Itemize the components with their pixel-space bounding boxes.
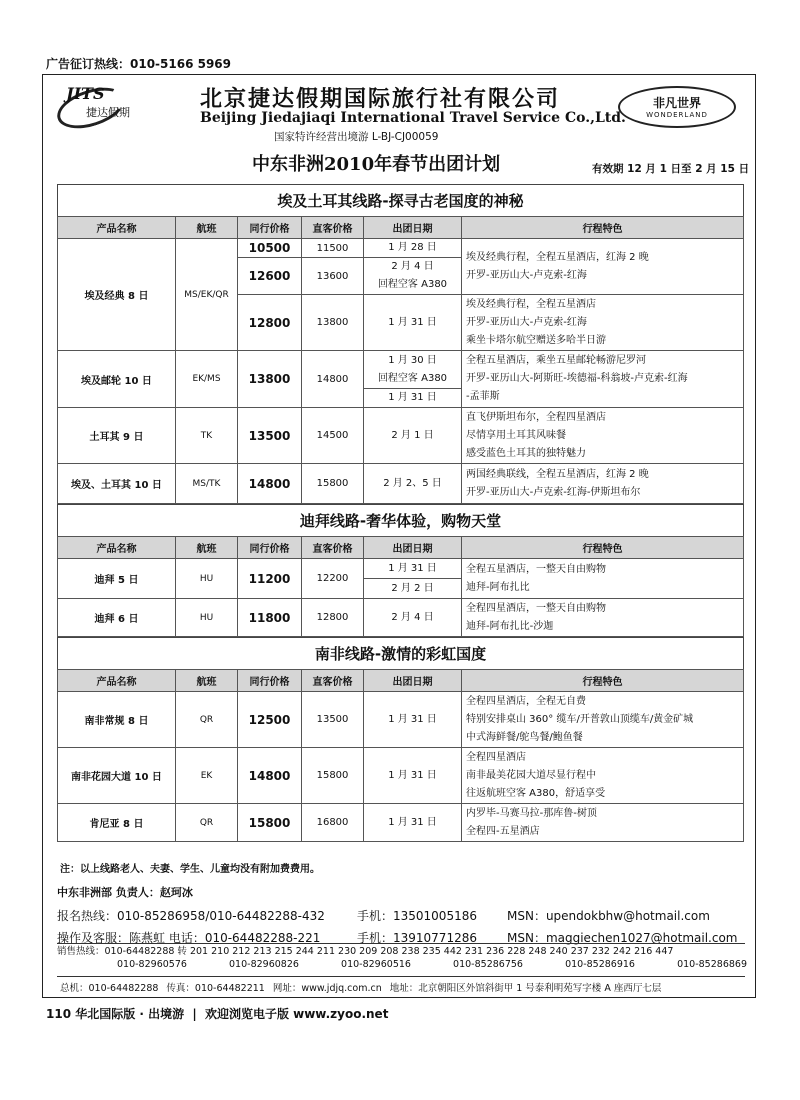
date-line: 2 月 4 日 [391, 261, 434, 272]
airline: HU [176, 559, 238, 599]
feature-line: 尽情享用土耳其风味餐 [466, 429, 566, 441]
direct-price: 14800 [302, 351, 364, 408]
peer-price: 12800 [238, 295, 302, 351]
website: 网址：www.jdjq.com.cn [272, 983, 382, 994]
date-line: 1 月 31 日 [388, 562, 437, 574]
feature-line: 全程四星酒店，一整天自由购物 [466, 602, 606, 614]
jits-logo [56, 84, 196, 134]
contact-row [57, 904, 747, 926]
mobile-1: 手机：13501005186 [357, 908, 477, 923]
logo-wonderland-en: WONDERLAND [646, 111, 708, 119]
direct-price: 12800 [302, 599, 364, 637]
table-row [58, 351, 744, 389]
signup-hotline: 报名热线：010-85286958/010-64482288-432 [57, 908, 325, 923]
departure-date [364, 559, 462, 579]
date-line: 1 月 28 日 [388, 242, 437, 253]
date-line: 2 月 4 日 [391, 611, 434, 623]
feature-line: 直飞伊斯坦布尔，全程四星酒店 [466, 411, 606, 423]
date-line: 1 月 31 日 [388, 816, 437, 828]
feature-line: 迪拜-阿布扎比-沙迦 [466, 620, 554, 632]
product-name: 埃及经典 8 日 [58, 239, 176, 351]
footer-separator: | [192, 1007, 197, 1021]
table-egypt-turkey [57, 216, 744, 504]
sales-number: 010-82960576 [117, 959, 187, 970]
msn-1: MSN：upendokbhw@hotmail.com [507, 908, 710, 923]
feature-line: 埃及经典行程，全程五星酒店，红海 2 晚 [466, 251, 649, 263]
section-title-south-africa: 南非线路-激情的彩虹国度 [57, 637, 744, 669]
product-name: 南非花园大道 10 日 [58, 748, 176, 804]
departure-date [364, 351, 462, 389]
date-line: 回程空客 A380 [377, 372, 448, 384]
feature-line: 全程五星酒店，一整天自由购物 [466, 563, 606, 575]
peer-price: 13800 [238, 351, 302, 408]
airline: QR [176, 692, 238, 748]
features [462, 804, 744, 842]
direct-price: 13600 [302, 258, 364, 295]
features [462, 599, 744, 637]
date-line: 1 月 30 日 [388, 354, 437, 366]
col-header-features: 行程特色 [462, 537, 744, 559]
table-row [58, 599, 744, 637]
feature-line: 迪拜-阿布扎比 [466, 581, 530, 593]
col-header-airline: 航班 [176, 217, 238, 239]
features [462, 295, 744, 351]
product-name: 埃及、土耳其 10 日 [58, 464, 176, 504]
table-row [58, 408, 744, 464]
fax: 传真：010-64482211 [166, 983, 265, 994]
license-number: 国家特许经营出境游 L-BJ-CJ00059 [274, 131, 439, 143]
direct-price: 15800 [302, 748, 364, 804]
sales-number: 010-82960826 [229, 959, 299, 970]
department-head: 中东非洲部 负责人：赵珂冰 [57, 886, 193, 899]
operations-contact: 操作及客服：陈燕虹 电话：010-64482288-221 [57, 930, 321, 945]
col-header-name: 产品名称 [58, 537, 176, 559]
feature-line: 全程四星酒店 [466, 751, 526, 763]
departure-date [364, 464, 462, 504]
page-number: 110 [46, 1007, 72, 1021]
airline: EK [176, 748, 238, 804]
airline: MS/EK/QR [176, 239, 238, 351]
col-header-peer-price: 同行价格 [238, 217, 302, 239]
features [462, 239, 744, 295]
col-header-peer-price: 同行价格 [238, 670, 302, 692]
table-south-africa [57, 669, 744, 842]
table-header-row [58, 537, 744, 559]
departure-date [364, 239, 462, 258]
product-name: 肯尼亚 8 日 [58, 804, 176, 842]
date-line: 1 月 31 日 [388, 713, 437, 725]
table-row [58, 239, 744, 258]
company-contact-line [60, 980, 661, 994]
table-row [58, 748, 744, 804]
airline: QR [176, 804, 238, 842]
departure-date [364, 599, 462, 637]
peer-price: 14800 [238, 464, 302, 504]
validity-period: 有效期 12 月 1 日至 2 月 15 日 [592, 163, 750, 175]
features [462, 559, 744, 599]
company-name-cn: 北京捷达假期国际旅行社有限公司 [200, 86, 561, 112]
date-line: 2 月 2、5 日 [383, 477, 442, 489]
section-title-egypt-turkey: 埃及土耳其线路-探寻古老国度的神秘 [57, 184, 744, 216]
feature-line: 开罗-亚历山大-卢克索-红海 [466, 269, 587, 281]
departure-date [364, 748, 462, 804]
date-line: 1 月 31 日 [388, 316, 437, 328]
departure-date [364, 389, 462, 408]
col-header-direct-price: 直客价格 [302, 217, 364, 239]
logo-wonderland-cn: 非凡世界 [652, 96, 701, 110]
table-header-row [58, 670, 744, 692]
company-name-en: Beijing Jiedajiaqi International Travel Service Co.,Ltd. [200, 110, 626, 126]
publication-name: 华北国际版 · 出境游 [75, 1007, 185, 1021]
feature-line: 南非最美花园大道尽显行程中 [466, 769, 596, 781]
peer-price: 12500 [238, 692, 302, 748]
logo-jits-text: JITS [66, 84, 105, 103]
page-title: 中东非洲2010年春节出团计划 [252, 154, 501, 175]
feature-line: 两国经典联线，全程五星酒店，红海 2 晚 [466, 468, 649, 480]
footer-slogan: 欢迎浏览电子版 www.zyoo.net [204, 1007, 389, 1021]
itinerary-tables [57, 184, 744, 842]
table-row [58, 804, 744, 842]
sales-numbers [57, 958, 747, 971]
peer-price: 12600 [238, 258, 302, 295]
departure-date [364, 804, 462, 842]
peer-price: 10500 [238, 239, 302, 258]
footnote: 注：以上线路老人、夫妻、学生、儿童均没有附加费费用。 [60, 864, 320, 875]
feature-line: -孟菲斯 [466, 391, 500, 402]
feature-line: 开罗-亚历山大-阿斯旺-埃德福-科翁坡-卢克索-红海 [466, 373, 688, 384]
product-name: 南非常规 8 日 [58, 692, 176, 748]
features [462, 408, 744, 464]
direct-price: 12200 [302, 559, 364, 599]
contact-block [57, 884, 747, 948]
sales-number: 010-85286756 [453, 959, 523, 970]
direct-price: 13800 [302, 295, 364, 351]
sales-hotline [57, 945, 747, 971]
col-header-name: 产品名称 [58, 670, 176, 692]
wonderland-logo [618, 86, 736, 128]
col-header-airline: 航班 [176, 670, 238, 692]
product-name: 土耳其 9 日 [58, 408, 176, 464]
divider [57, 976, 745, 977]
col-header-direct-price: 直客价格 [302, 670, 364, 692]
sales-number: 010-85286916 [565, 959, 635, 970]
feature-line: 内罗毕-马赛马拉-那库鲁-树顶 [466, 807, 597, 819]
col-header-name: 产品名称 [58, 217, 176, 239]
feature-line: 全程五星酒店，乘坐五星邮轮畅游尼罗河 [466, 355, 646, 366]
direct-price: 13500 [302, 692, 364, 748]
direct-price: 11500 [302, 239, 364, 258]
airline: MS/TK [176, 464, 238, 504]
product-name: 迪拜 5 日 [58, 559, 176, 599]
peer-price: 11200 [238, 559, 302, 599]
col-header-airline: 航班 [176, 537, 238, 559]
product-name: 迪拜 6 日 [58, 599, 176, 637]
table-row [58, 464, 744, 504]
switchboard: 总机：010-64482288 [60, 983, 159, 994]
date-line: 1 月 31 日 [388, 769, 437, 781]
direct-price: 16800 [302, 804, 364, 842]
airline: EK/MS [176, 351, 238, 408]
departure-date [364, 295, 462, 351]
divider [57, 943, 745, 944]
date-line: 2 月 1 日 [391, 429, 434, 441]
date-line: 1 月 31 日 [388, 392, 437, 403]
sales-number: 010-85286869 [677, 959, 747, 970]
features [462, 748, 744, 804]
feature-line: 开罗-亚历山大-卢克索-红海-伊斯坦布尔 [466, 486, 641, 498]
feature-line: 往返航班空客 A380，舒适享受 [466, 787, 606, 799]
table-header-row [58, 217, 744, 239]
peer-price: 15800 [238, 804, 302, 842]
peer-price: 14800 [238, 748, 302, 804]
peer-price: 11800 [238, 599, 302, 637]
table-dubai [57, 536, 744, 637]
departure-date [364, 692, 462, 748]
ad-hotline: 广告征订热线：010-5166 5969 [46, 57, 232, 71]
col-header-date: 出团日期 [364, 670, 462, 692]
direct-price: 14500 [302, 408, 364, 464]
features [462, 464, 744, 504]
col-header-peer-price: 同行价格 [238, 537, 302, 559]
sales-number: 010-82960516 [341, 959, 411, 970]
product-name: 埃及邮轮 10 日 [58, 351, 176, 408]
feature-line: 开罗-亚历山大-卢克索-红海 [466, 316, 587, 328]
col-header-date: 出团日期 [364, 217, 462, 239]
page-footer [46, 1005, 388, 1022]
peer-price: 13500 [238, 408, 302, 464]
airline: HU [176, 599, 238, 637]
feature-line: 感受蓝色土耳其的独特魅力 [466, 447, 586, 459]
feature-line: 全程四-五星酒店 [466, 825, 540, 837]
date-line: 回程空客 A380 [377, 279, 448, 290]
table-row [58, 559, 744, 579]
date-line: 2 月 2 日 [391, 582, 434, 594]
feature-line: 全程四星酒店，全程无自费 [466, 695, 586, 707]
features [462, 692, 744, 748]
logo-jits-cn: 捷达假期 [86, 106, 130, 119]
departure-date [364, 258, 462, 295]
airline: TK [176, 408, 238, 464]
mobile-2: 手机：13910771286 [357, 930, 477, 945]
address: 地址：北京朝阳区外馆斜街甲 1 号泰利明苑写字楼 A 座西厅七层 [389, 983, 662, 994]
col-header-features: 行程特色 [462, 670, 744, 692]
sales-line: 销售热线：010-64482288 转 201 210 212 213 215 244 211 230 209 208 238 235 442 231 236 228 248 240 237 232 242 216 447 [57, 946, 674, 957]
col-header-features: 行程特色 [462, 217, 744, 239]
departure-date [364, 408, 462, 464]
msn-2: MSN：maggiechen1027@hotmail.com [507, 930, 738, 945]
col-header-date: 出团日期 [364, 537, 462, 559]
feature-line: 埃及经典行程，全程五星酒店 [466, 298, 596, 310]
departure-date [364, 579, 462, 599]
table-row [58, 692, 744, 748]
feature-line: 乘坐卡塔尔航空赠送多哈半日游 [466, 334, 606, 346]
feature-line: 特别安排桌山 360° 缆车/开普敦山顶缆车/黄金矿城 [466, 713, 694, 725]
feature-line: 中式海鲜餐/鸵鸟餐/鲍鱼餐 [466, 731, 583, 743]
section-title-dubai: 迪拜线路-奢华体验，购物天堂 [57, 504, 744, 536]
direct-price: 15800 [302, 464, 364, 504]
features [462, 351, 744, 408]
col-header-direct-price: 直客价格 [302, 537, 364, 559]
